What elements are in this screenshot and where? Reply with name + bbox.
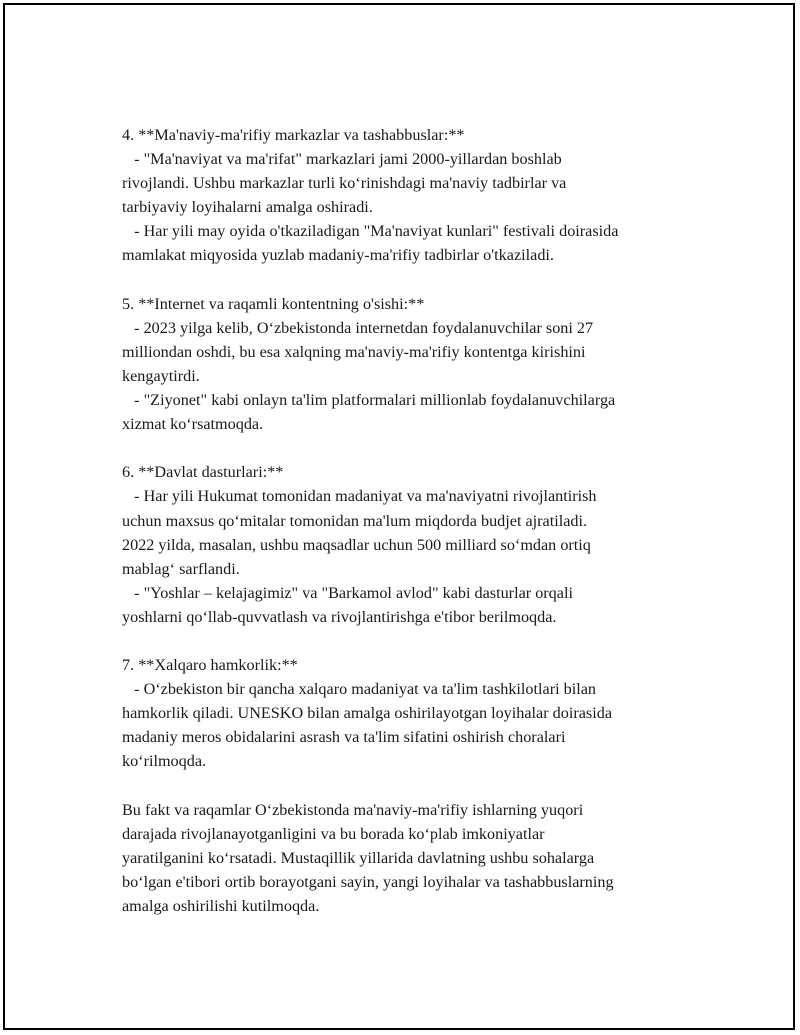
paragraph-spacer (122, 629, 692, 653)
text-line: milliondan oshdi, bu esa xalqning ma'naviy-ma'rifiy kontentga kirishini (122, 342, 586, 361)
section-heading: 4. **Ma'naviy-ma'rifiy markazlar va tashabbuslar:** (122, 126, 465, 144)
text-line: xizmat ko‘rsatmoqda. (122, 415, 264, 434)
section-internet-growth (122, 292, 692, 437)
text-line: amalga oshirilishi kutilmoqda. (122, 897, 320, 915)
text-line: - 2023 yilga kelib, O‘zbekistonda internetdan foydalanuvchilar soni 27 (122, 318, 594, 337)
text-line: - O‘zbekiston bir qancha xalqaro madaniyat va ta'lim tashkilotlari bilan (122, 680, 597, 699)
text-line: darajada rivojlanayotganligini va bu borada ko‘plab imkoniyatlar (122, 824, 545, 843)
document-body (122, 123, 692, 918)
document-page (3, 3, 795, 1030)
section-heading: 7. **Xalqaro hamkorlik:** (122, 656, 298, 675)
text-line: hamkorlik qiladi. UNESKO bilan amalga oshirilayotgan loyihalar doirasida (122, 704, 613, 723)
section-conclusion (122, 798, 692, 918)
text-line: rivojlandi. Ushbu markazlar turli ko‘rinishdagi ma'naviy tadbirlar va (122, 174, 567, 193)
text-line: uchun maxsus qo‘mitalar tomonidan ma'lum miqdorda budjet ajratiladi. (122, 511, 588, 530)
section-heading: 5. **Internet va raqamli kontentning o'sishi:** (122, 294, 425, 313)
text-line: - "Ziyonet" kabi onlayn ta'lim platformalari millionlab foydalanuvchilarga (122, 391, 616, 410)
text-line: tarbiyaviy loyihalarni amalga oshiradi. (122, 198, 373, 217)
text-line: - Har yili may oyida o'tkaziladigan "Ma'naviyat kunlari" festivali doirasida (122, 222, 619, 241)
text-line: madaniy meros obidalarini asrash va ta'lim sifatini oshirish choralari (122, 728, 566, 747)
text-line: 2022 yilda, masalan, ushbu maqsadlar uchun 500 milliard so‘mdan ortiq (122, 535, 591, 554)
paragraph-spacer (122, 436, 692, 460)
section-spiritual-centers (122, 123, 692, 268)
text-line: bo‘lgan e'tibori ortib borayotgani sayin, yangi loyihalar va tashabbuslarning (122, 872, 614, 891)
text-line: - Har yili Hukumat tomonidan madaniyat va ma'naviyatni rivojlantirish (122, 487, 597, 506)
text-line: - "Ma'naviyat va ma'rifat" markazlari jami 2000-yillardan boshlab (122, 150, 562, 169)
text-line: yaratilganini ko‘rsatadi. Mustaqillik yillarida davlatning ushbu sohalarga (122, 848, 595, 867)
text-line: mablag‘ sarflandi. (122, 559, 240, 578)
text-line: Bu fakt va raqamlar O‘zbekistonda ma'naviy-ma'rifiy ishlarning yuqori (122, 800, 584, 819)
text-line: yoshlarni qo‘llab-quvvatlash va rivojlantirishga e'tibor berilmoqda. (122, 607, 557, 626)
text-line: mamlakat miqyosida yuzlab madaniy-ma'rifiy tadbirlar o'tkaziladi. (122, 246, 554, 265)
paragraph-spacer (122, 774, 692, 798)
text-line: - "Yoshlar – kelajagimiz" va "Barkamol avlod" kabi dasturlar orqali (122, 583, 573, 602)
paragraph-spacer (122, 268, 692, 292)
section-heading: 6. **Davlat dasturlari:** (122, 463, 284, 482)
text-line: kengaytirdi. (122, 366, 200, 385)
section-international-cooperation (122, 653, 692, 773)
text-line: ko‘rilmoqda. (122, 752, 207, 771)
section-state-programs (122, 460, 692, 629)
